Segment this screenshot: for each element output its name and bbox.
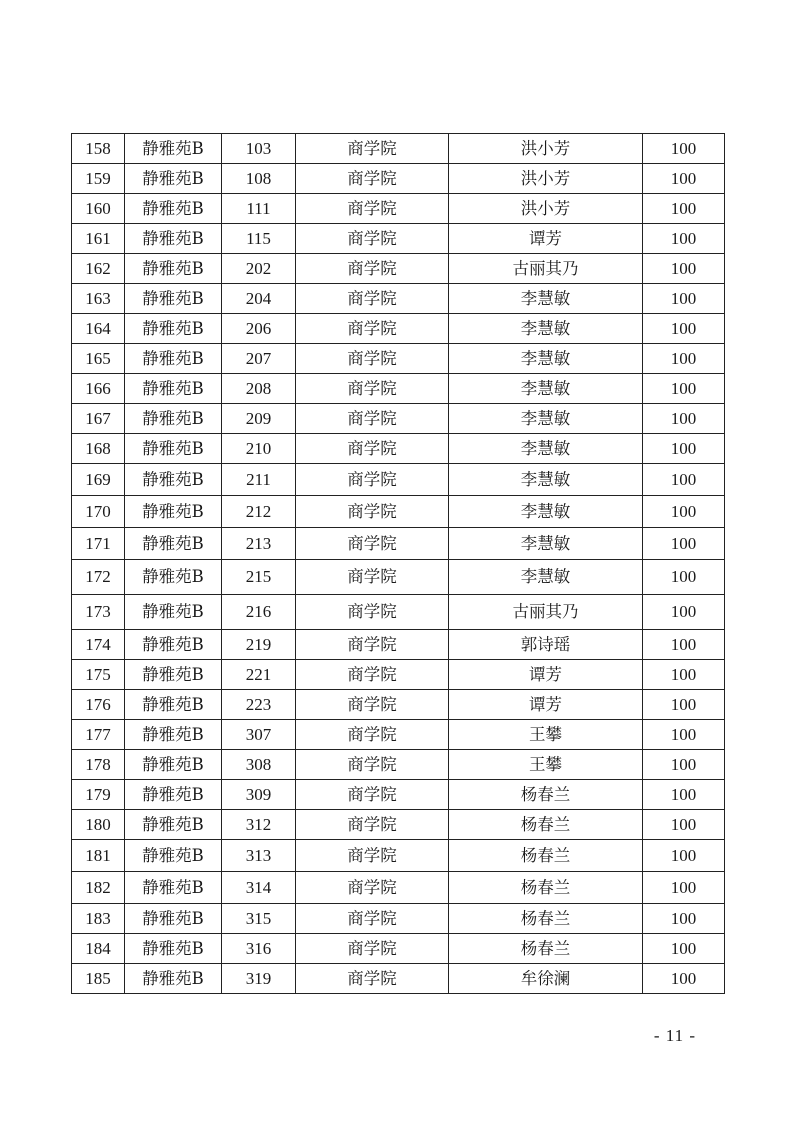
room-cell: 208 [222,374,296,404]
room-cell: 209 [222,404,296,434]
score-cell: 100 [643,194,725,224]
table-row [72,464,725,496]
table-row [72,194,725,224]
score-cell: 100 [643,528,725,560]
row-number-cell: 169 [72,464,125,496]
building-cell: 静雅苑B [125,464,222,496]
college-cell: 商学院 [296,224,449,254]
counselor-cell: 李慧敏 [449,314,643,344]
table-row [72,254,725,284]
building-cell: 静雅苑B [125,284,222,314]
score-cell: 100 [643,840,725,872]
counselor-cell: 李慧敏 [449,434,643,464]
score-cell: 100 [643,404,725,434]
college-cell: 商学院 [296,750,449,780]
counselor-cell: 杨春兰 [449,840,643,872]
row-number-cell: 179 [72,780,125,810]
room-cell: 215 [222,560,296,595]
table-row [72,750,725,780]
college-cell: 商学院 [296,720,449,750]
table-row [72,434,725,464]
counselor-cell: 古丽其乃 [449,595,643,630]
table-row [72,964,725,994]
row-number-cell: 171 [72,528,125,560]
room-cell: 313 [222,840,296,872]
score-cell: 100 [643,872,725,904]
table-row [72,164,725,194]
room-cell: 216 [222,595,296,630]
counselor-cell: 郭诗瑶 [449,630,643,660]
row-number-cell: 180 [72,810,125,840]
row-number-cell: 162 [72,254,125,284]
college-cell: 商学院 [296,810,449,840]
college-cell: 商学院 [296,496,449,528]
college-cell: 商学院 [296,194,449,224]
college-cell: 商学院 [296,690,449,720]
building-cell: 静雅苑B [125,630,222,660]
room-cell: 213 [222,528,296,560]
building-cell: 静雅苑B [125,434,222,464]
college-cell: 商学院 [296,134,449,164]
row-number-cell: 178 [72,750,125,780]
score-cell: 100 [643,934,725,964]
score-cell: 100 [643,660,725,690]
row-number-cell: 168 [72,434,125,464]
score-cell: 100 [643,284,725,314]
counselor-cell: 洪小芳 [449,164,643,194]
room-cell: 307 [222,720,296,750]
score-cell: 100 [643,750,725,780]
building-cell: 静雅苑B [125,904,222,934]
college-cell: 商学院 [296,660,449,690]
room-cell: 204 [222,284,296,314]
building-cell: 静雅苑B [125,840,222,872]
table-row [72,810,725,840]
score-cell: 100 [643,904,725,934]
college-cell: 商学院 [296,164,449,194]
building-cell: 静雅苑B [125,560,222,595]
college-cell: 商学院 [296,464,449,496]
room-cell: 319 [222,964,296,994]
row-number-cell: 184 [72,934,125,964]
table-row [72,872,725,904]
counselor-cell: 李慧敏 [449,496,643,528]
counselor-cell: 谭芳 [449,660,643,690]
table-row [72,840,725,872]
room-cell: 221 [222,660,296,690]
table-row [72,404,725,434]
building-cell: 静雅苑B [125,134,222,164]
row-number-cell: 175 [72,660,125,690]
counselor-cell: 杨春兰 [449,872,643,904]
college-cell: 商学院 [296,595,449,630]
building-cell: 静雅苑B [125,164,222,194]
building-cell: 静雅苑B [125,595,222,630]
room-cell: 309 [222,780,296,810]
room-cell: 207 [222,344,296,374]
table-row [72,720,725,750]
college-cell: 商学院 [296,284,449,314]
building-cell: 静雅苑B [125,720,222,750]
table-row [72,934,725,964]
building-cell: 静雅苑B [125,224,222,254]
score-cell: 100 [643,690,725,720]
counselor-cell: 谭芳 [449,690,643,720]
table-row [72,224,725,254]
table-row [72,374,725,404]
table-row [72,528,725,560]
room-cell: 111 [222,194,296,224]
counselor-cell: 李慧敏 [449,284,643,314]
score-cell: 100 [643,434,725,464]
counselor-cell: 牟徐澜 [449,964,643,994]
building-cell: 静雅苑B [125,872,222,904]
table-row [72,134,725,164]
row-number-cell: 174 [72,630,125,660]
page-number: - 11 - [653,1026,697,1045]
room-cell: 312 [222,810,296,840]
room-cell: 103 [222,134,296,164]
room-cell: 315 [222,904,296,934]
table-row [72,314,725,344]
room-cell: 219 [222,630,296,660]
counselor-cell: 杨春兰 [449,934,643,964]
counselor-cell: 王攀 [449,750,643,780]
counselor-cell: 杨春兰 [449,810,643,840]
counselor-cell: 洪小芳 [449,134,643,164]
table-row [72,344,725,374]
counselor-cell: 谭芳 [449,224,643,254]
table-row [72,630,725,660]
room-cell: 308 [222,750,296,780]
room-cell: 115 [222,224,296,254]
building-cell: 静雅苑B [125,194,222,224]
score-cell: 100 [643,560,725,595]
row-number-cell: 173 [72,595,125,630]
row-number-cell: 165 [72,344,125,374]
row-number-cell: 163 [72,284,125,314]
row-number-cell: 170 [72,496,125,528]
college-cell: 商学院 [296,904,449,934]
row-number-cell: 185 [72,964,125,994]
college-cell: 商学院 [296,374,449,404]
counselor-cell: 古丽其乃 [449,254,643,284]
score-cell: 100 [643,374,725,404]
row-number-cell: 172 [72,560,125,595]
score-cell: 100 [643,720,725,750]
college-cell: 商学院 [296,630,449,660]
counselor-cell: 李慧敏 [449,404,643,434]
counselor-cell: 李慧敏 [449,374,643,404]
room-cell: 108 [222,164,296,194]
counselor-cell: 杨春兰 [449,904,643,934]
row-number-cell: 164 [72,314,125,344]
counselor-cell: 李慧敏 [449,528,643,560]
college-cell: 商学院 [296,780,449,810]
college-cell: 商学院 [296,872,449,904]
building-cell: 静雅苑B [125,964,222,994]
row-number-cell: 161 [72,224,125,254]
score-cell: 100 [643,254,725,284]
row-number-cell: 176 [72,690,125,720]
building-cell: 静雅苑B [125,660,222,690]
score-cell: 100 [643,164,725,194]
table-row [72,780,725,810]
score-cell: 100 [643,344,725,374]
table-row [72,595,725,630]
building-cell: 静雅苑B [125,750,222,780]
building-cell: 静雅苑B [125,374,222,404]
college-cell: 商学院 [296,254,449,284]
room-cell: 211 [222,464,296,496]
building-cell: 静雅苑B [125,528,222,560]
room-cell: 202 [222,254,296,284]
score-cell: 100 [643,630,725,660]
score-cell: 100 [643,595,725,630]
row-number-cell: 183 [72,904,125,934]
score-cell: 100 [643,964,725,994]
building-cell: 静雅苑B [125,404,222,434]
row-number-cell: 181 [72,840,125,872]
building-cell: 静雅苑B [125,344,222,374]
table-row [72,660,725,690]
college-cell: 商学院 [296,560,449,595]
score-cell: 100 [643,464,725,496]
counselor-cell: 李慧敏 [449,464,643,496]
college-cell: 商学院 [296,840,449,872]
score-cell: 100 [643,134,725,164]
table-row [72,496,725,528]
building-cell: 静雅苑B [125,254,222,284]
counselor-cell: 洪小芳 [449,194,643,224]
counselor-cell: 李慧敏 [449,560,643,595]
room-cell: 223 [222,690,296,720]
room-cell: 210 [222,434,296,464]
room-cell: 314 [222,872,296,904]
table-row [72,904,725,934]
row-number-cell: 166 [72,374,125,404]
building-cell: 静雅苑B [125,496,222,528]
college-cell: 商学院 [296,528,449,560]
score-cell: 100 [643,496,725,528]
score-cell: 100 [643,780,725,810]
row-number-cell: 182 [72,872,125,904]
building-cell: 静雅苑B [125,810,222,840]
counselor-cell: 李慧敏 [449,344,643,374]
row-number-cell: 160 [72,194,125,224]
college-cell: 商学院 [296,964,449,994]
college-cell: 商学院 [296,434,449,464]
college-cell: 商学院 [296,314,449,344]
counselor-cell: 王攀 [449,720,643,750]
building-cell: 静雅苑B [125,314,222,344]
building-cell: 静雅苑B [125,934,222,964]
row-number-cell: 158 [72,134,125,164]
building-cell: 静雅苑B [125,690,222,720]
table-row [72,690,725,720]
table-row [72,560,725,595]
dormitory-score-table [71,133,725,994]
row-number-cell: 159 [72,164,125,194]
counselor-cell: 杨春兰 [449,780,643,810]
college-cell: 商学院 [296,404,449,434]
row-number-cell: 177 [72,720,125,750]
table-body [72,134,725,994]
room-cell: 316 [222,934,296,964]
building-cell: 静雅苑B [125,780,222,810]
college-cell: 商学院 [296,344,449,374]
score-cell: 100 [643,314,725,344]
score-cell: 100 [643,810,725,840]
college-cell: 商学院 [296,934,449,964]
room-cell: 212 [222,496,296,528]
score-cell: 100 [643,224,725,254]
table-row [72,284,725,314]
room-cell: 206 [222,314,296,344]
row-number-cell: 167 [72,404,125,434]
